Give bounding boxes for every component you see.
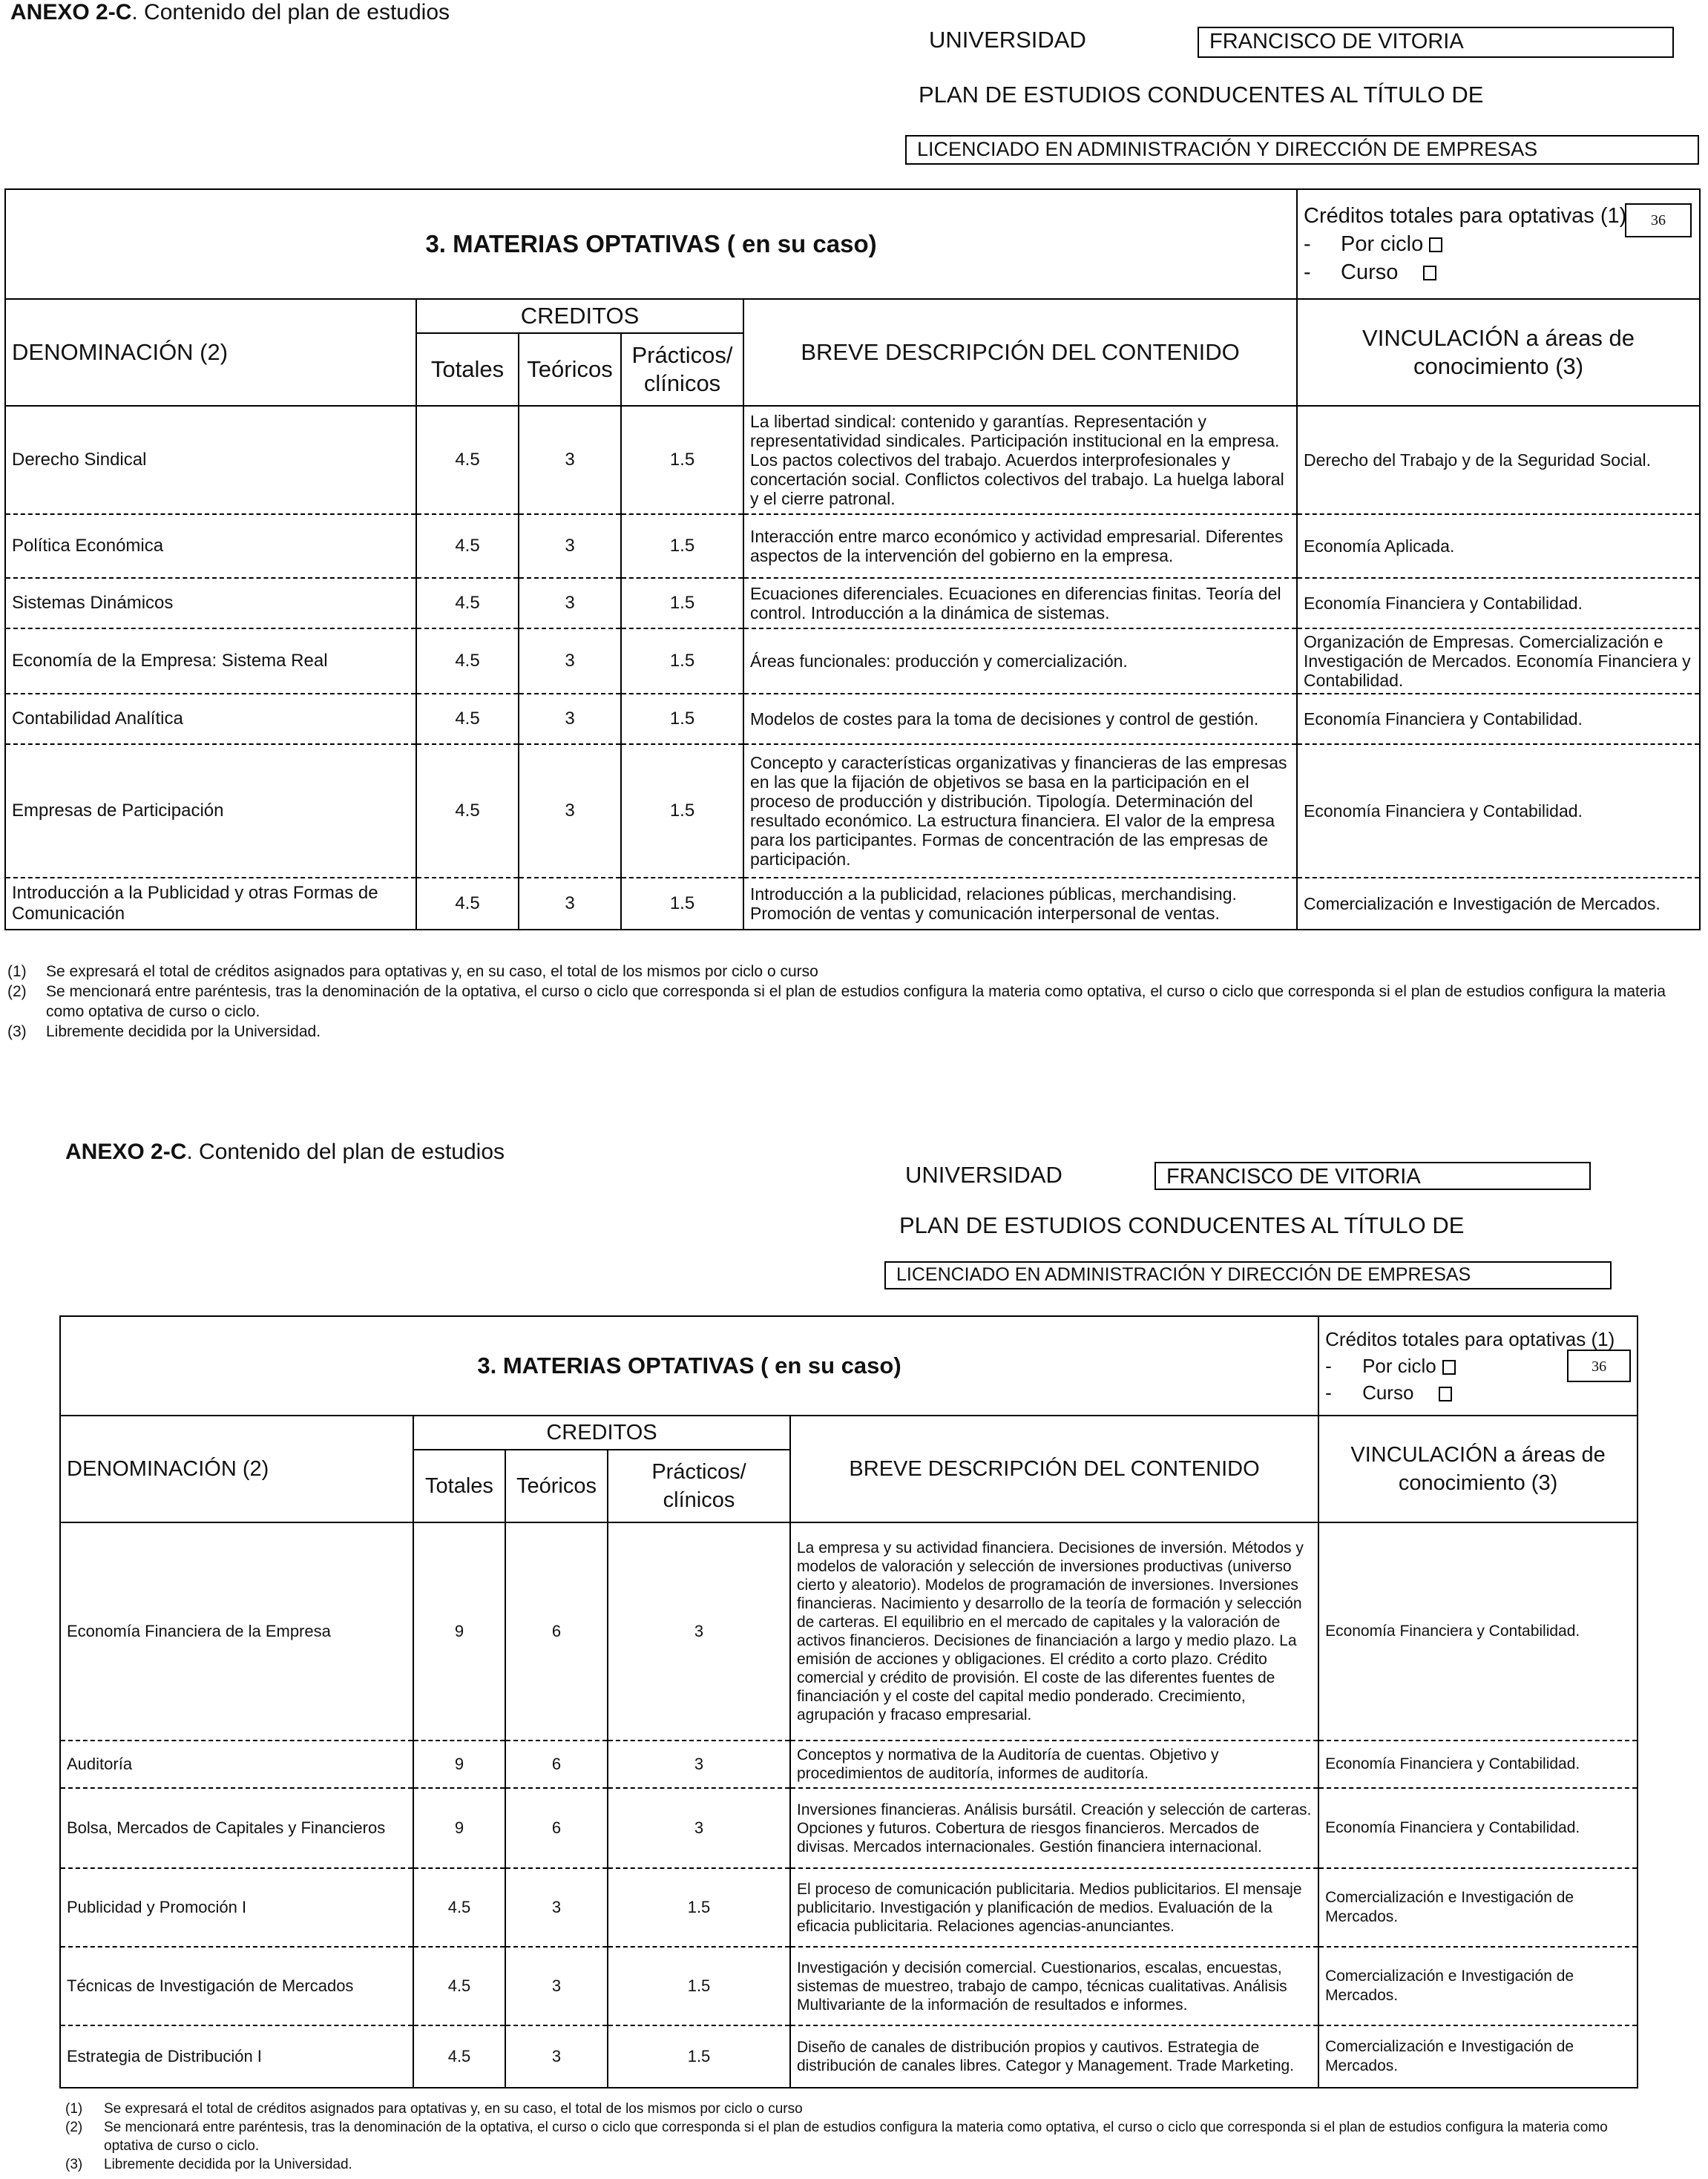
credits-totales: 9 [413, 1522, 505, 1741]
degree-box: LICENCIADO EN ADMINISTRACIÓN Y DIRECCIÓN DE EMPRESAS [905, 135, 1699, 165]
header-descripcion: BREVE DESCRIPCIÓN DEL CONTENIDO [743, 299, 1297, 406]
credits-totales: 4.5 [413, 2025, 505, 2088]
footnotes [65, 2100, 1638, 2174]
credits-teoricos: 3 [519, 628, 621, 694]
subject-area: Derecho del Trabajo y de la Seguridad Social. [1297, 406, 1700, 514]
table-row [60, 1522, 1638, 1741]
subject-description: Áreas funcionales: producción y comercialización. [743, 628, 1297, 694]
curso-checkbox [1423, 266, 1436, 280]
credits-totales: 4.5 [416, 578, 519, 628]
credits-teoricos: 6 [505, 1522, 608, 1741]
section-title: 3. MATERIAS OPTATIVAS ( en su caso) [60, 1316, 1318, 1416]
credits-practicos: 1.5 [621, 744, 743, 878]
subject-name: Política Económica [5, 514, 416, 578]
university-name-box: FRANCISCO DE VITORIA [1198, 27, 1674, 58]
subject-area: Economía Financiera y Contabilidad. [1318, 1741, 1638, 1788]
footnote: (2) Se mencionará entre paréntesis, tras la denominación de la optativa, el curso o ciclo que corresponda si el plan de estudios configura la materia como optativa, el curso o ciclo que corresponda si el plan de estudios configura la materia como optativa de curso o ciclo. [7, 983, 1666, 1020]
credits-teoricos: 3 [519, 578, 621, 628]
curso-checkbox [1439, 1387, 1452, 1401]
credits-teoricos: 3 [519, 694, 621, 744]
credits-total-value: 36 [1567, 1350, 1631, 1382]
credits-teoricos: 6 [505, 1788, 608, 1868]
subject-description: Modelos de costes para la toma de decisiones y control de gestión. [743, 694, 1297, 744]
subject-area: Economía Financiera y Contabilidad. [1297, 744, 1700, 878]
credits-totales: 9 [413, 1788, 505, 1868]
table-row [5, 514, 1700, 578]
subject-area: Economía Aplicada. [1297, 514, 1700, 578]
plan-title: PLAN DE ESTUDIOS CONDUCENTES AL TÍTULO DE [899, 1212, 1465, 1238]
table-row [5, 744, 1700, 878]
university-label: UNIVERSIDAD [905, 1162, 1062, 1188]
table-row [60, 2025, 1638, 2088]
subject-description: Interacción entre marco económico y actividad empresarial. Diferentes aspectos de la intervención del gobierno en la empresa. [743, 514, 1297, 578]
credits-practicos: 1.5 [621, 514, 743, 578]
credits-practicos: 1.5 [608, 2025, 790, 2088]
subject-name: Derecho Sindical [5, 406, 416, 514]
subject-name: Estrategia de Distribución I [60, 2025, 413, 2088]
table-row [5, 878, 1700, 930]
subject-description: Concepto y características organizativas y financieras de las empresas en las que la fijación de objetivos se basa en la participación en el proceso de producción y distribución. Tipología. Determinación del resultado económico. La estructura financiera. El valor de la empresa para los participantes. Formas de concentración de las empresas de participación. [743, 744, 1297, 878]
credits-total-header: Créditos totales para optativas (1) - Por ciclo - Curso 36 [1297, 189, 1700, 299]
header-vinculacion: VINCULACIÓN a áreas de conocimiento (3) [1318, 1416, 1638, 1522]
document-page-2 [0, 1113, 1708, 2179]
header-totales: Totales [416, 333, 519, 406]
credits-teoricos: 3 [519, 406, 621, 514]
credits-totales: 4.5 [413, 1947, 505, 2025]
header-creditos: CREDITOS [413, 1416, 790, 1450]
subject-description: El proceso de comunicación publicitaria. Medios publicitarios. El mensaje publicitario. Investigación y planificación de medios. Evaluación de la eficacia publicitaria. Relaciones agencias-anunciantes. [790, 1868, 1318, 1947]
subject-name: Bolsa, Mercados de Capitales y Financieros [60, 1788, 413, 1868]
subject-description: Introducción a la publicidad, relaciones públicas, merchandising. Promoción de ventas y comunicación interpersonal de ventas. [743, 878, 1297, 930]
subject-name: Empresas de Participación [5, 744, 416, 878]
subject-description: Investigación y decisión comercial. Cuestionarios, escalas, encuestas, sistemas de muestreo, trabajo de campo, técnicas cualitativas. Análisis Multivariante de la información de resultados e informes. [790, 1947, 1318, 2025]
footnotes [7, 962, 1692, 1042]
degree-box: LICENCIADO EN ADMINISTRACIÓN Y DIRECCIÓN DE EMPRESAS [884, 1261, 1612, 1289]
table-row [60, 1741, 1638, 1788]
por-ciclo-label: Por ciclo [1362, 1355, 1436, 1377]
annex-title: ANEXO 2-C. Contenido del plan de estudios [65, 1140, 505, 1164]
credits-practicos: 1.5 [608, 1947, 790, 2025]
header-descripcion: BREVE DESCRIPCIÓN DEL CONTENIDO [790, 1416, 1318, 1522]
header-teoricos: Teóricos [505, 1450, 608, 1522]
subject-area: Economía Financiera y Contabilidad. [1318, 1522, 1638, 1741]
document-page-1 [0, 0, 1708, 1076]
table-row [5, 628, 1700, 694]
credits-practicos: 1.5 [621, 406, 743, 514]
subject-area: Organización de Empresas. Comercialización e Investigación de Mercados. Economía Financiera y Contabilidad. [1297, 628, 1700, 694]
credits-totales: 4.5 [413, 1868, 505, 1947]
footnote: (3) Libremente decidida por la Universidad. [65, 2157, 352, 2172]
credits-total-label: Créditos totales para optativas (1) [1325, 1328, 1615, 1350]
credits-practicos: 3 [608, 1788, 790, 1868]
por-ciclo-label: Por ciclo [1341, 232, 1424, 256]
header-denominacion: DENOMINACIÓN (2) [60, 1416, 413, 1522]
university-label: UNIVERSIDAD [929, 27, 1086, 53]
plan-title: PLAN DE ESTUDIOS CONDUCENTES AL TÍTULO DE [919, 82, 1484, 108]
por-ciclo-checkbox [1429, 237, 1442, 252]
subject-name: Publicidad y Promoción I [60, 1868, 413, 1947]
credits-practicos: 1.5 [621, 694, 743, 744]
header-vinculacion: VINCULACIÓN a áreas de conocimiento (3) [1297, 299, 1700, 406]
credits-totales: 4.5 [416, 694, 519, 744]
credits-practicos: 3 [608, 1522, 790, 1741]
credits-teoricos: 3 [519, 744, 621, 878]
credits-practicos: 1.5 [621, 878, 743, 930]
credits-practicos: 1.5 [621, 628, 743, 694]
curso-label: Curso [1341, 260, 1399, 284]
credits-teoricos: 3 [519, 878, 621, 930]
subject-area: Economía Financiera y Contabilidad. [1318, 1788, 1638, 1868]
footnote: (1) Se expresará el total de créditos asignados para optativas y, en su caso, el total de los mismos por ciclo o curso [7, 963, 818, 980]
annex-title: ANEXO 2-C. Contenido del plan de estudios [10, 0, 450, 24]
header-creditos: CREDITOS [416, 299, 743, 333]
subject-name: Economía Financiera de la Empresa [60, 1522, 413, 1741]
table-row [5, 694, 1700, 744]
credits-practicos: 1.5 [621, 578, 743, 628]
header-practicos: Prácticos/ clínicos [621, 333, 743, 406]
por-ciclo-checkbox [1442, 1360, 1456, 1375]
credits-total-header: Créditos totales para optativas (1) - Por ciclo - Curso 36 [1318, 1316, 1638, 1416]
credits-practicos: 1.5 [608, 1868, 790, 1947]
subject-name: Economía de la Empresa: Sistema Real [5, 628, 416, 694]
credits-totales: 4.5 [416, 628, 519, 694]
subject-area: Comercialización e Investigación de Mercados. [1318, 2025, 1638, 2088]
credits-teoricos: 3 [505, 1947, 608, 2025]
credits-totales: 4.5 [416, 406, 519, 514]
subject-name: Técnicas de Investigación de Mercados [60, 1947, 413, 2025]
subject-description: La empresa y su actividad financiera. Decisiones de inversión. Métodos y modelos de valoración y selección de inversiones productivas (universo cierto y aleatorio). Modelos de programación de inversiones. Inversiones financieras. Nacimiento y desarrollo de la teoría de formación y selección de carteras. El equilibrio en el mercado de capitales y la valoración de activos financieros. Decisiones de financiación a largo y medio plazo. La emisión de acciones y obligaciones. El crédito a corto plazo. Crédito comercial y crédito de provisión. El coste de las diferentes fuentes de financiación y el coste del capital medio ponderado. Crecimiento, agrupación y fracaso empresarial. [790, 1522, 1318, 1741]
optional-subjects-table [59, 1315, 1638, 2088]
footnote: (2) Se mencionará entre paréntesis, tras la denominación de la optativa, el curso o ciclo que corresponda si el plan de estudios configura la materia como optativa, el curso o ciclo que corresponda si el plan de estudios configura la materia como optativa de curso o ciclo. [65, 2120, 1608, 2154]
credits-teoricos: 3 [505, 2025, 608, 2088]
credits-totales: 4.5 [416, 744, 519, 878]
credits-totales: 4.5 [416, 514, 519, 578]
table-row [5, 578, 1700, 628]
university-name-box: FRANCISCO DE VITORIA [1154, 1162, 1591, 1190]
credits-teoricos: 3 [519, 514, 621, 578]
footnote: (3) Libremente decidida por la Universidad. [7, 1023, 321, 1040]
credits-total-value: 36 [1625, 203, 1692, 237]
optional-subjects-table [4, 188, 1701, 930]
credits-practicos: 3 [608, 1741, 790, 1788]
header-denominacion: DENOMINACIÓN (2) [5, 299, 416, 406]
credits-totales: 4.5 [416, 878, 519, 930]
curso-label: Curso [1362, 1381, 1414, 1404]
table-row [60, 1947, 1638, 2025]
footnote: (1) Se expresará el total de créditos asignados para optativas y, en su caso, el total de los mismos por ciclo o curso [65, 2101, 803, 2117]
header-practicos: Prácticos/ clínicos [608, 1450, 790, 1522]
table-row [60, 1788, 1638, 1868]
subject-description: La libertad sindical: contenido y garantías. Representación y representatividad sindicales. Participación institucional en la empresa. Los pactos colectivos del trabajo. Acuerdos interprofesionales y concertación social. Conflictos colectivos del trabajo. La huelga laboral y el cierre patronal. [743, 406, 1297, 514]
header-teoricos: Teóricos [519, 333, 621, 406]
subject-area: Economía Financiera y Contabilidad. [1297, 694, 1700, 744]
subject-area: Economía Financiera y Contabilidad. [1297, 578, 1700, 628]
subject-name: Introducción a la Publicidad y otras Formas de Comunicación [5, 878, 416, 930]
credits-teoricos: 6 [505, 1741, 608, 1788]
subject-area: Comercialización e Investigación de Mercados. [1318, 1868, 1638, 1947]
subject-name: Sistemas Dinámicos [5, 578, 416, 628]
table-row [60, 1868, 1638, 1947]
subject-name: Contabilidad Analítica [5, 694, 416, 744]
subject-description: Ecuaciones diferenciales. Ecuaciones en diferencias finitas. Teoría del control. Introducción a la dinámica de sistemas. [743, 578, 1297, 628]
header-totales: Totales [413, 1450, 505, 1522]
subject-name: Auditoría [60, 1741, 413, 1788]
credits-teoricos: 3 [505, 1868, 608, 1947]
subject-description: Diseño de canales de distribución propios y cautivos. Estrategia de distribución de canales libres. Categor y Management. Trade Marketing. [790, 2025, 1318, 2088]
subject-description: Conceptos y normativa de la Auditoría de cuentas. Objetivo y procedimientos de auditoría, informes de auditoría. [790, 1741, 1318, 1788]
credits-total-label: Créditos totales para optativas (1) [1304, 204, 1627, 228]
subject-description: Inversiones financieras. Análisis bursátil. Creación y selección de carteras. Opciones y futuros. Cobertura de riesgos financieros. Mercados de divisas. Mercados internacionales. Gestión financiera internacional. [790, 1788, 1318, 1868]
table-row [5, 406, 1700, 514]
subject-area: Comercialización e Investigación de Mercados. [1318, 1947, 1638, 2025]
credits-totales: 9 [413, 1741, 505, 1788]
section-title: 3. MATERIAS OPTATIVAS ( en su caso) [5, 189, 1297, 299]
subject-area: Comercialización e Investigación de Mercados. [1297, 878, 1700, 930]
